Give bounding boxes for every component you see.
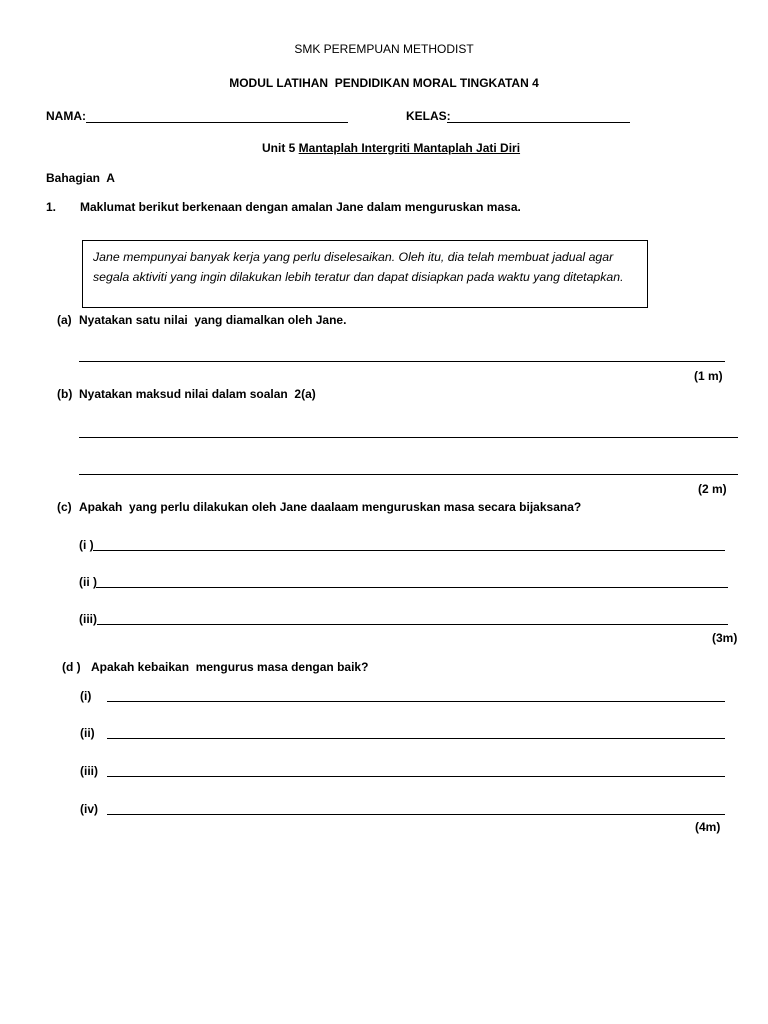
answer-line-d3[interactable] — [107, 776, 725, 777]
part-c-item-label: (i ) — [79, 538, 94, 552]
part-c-item-label: (iii) — [79, 612, 97, 626]
answer-line-c3[interactable] — [97, 624, 728, 625]
passage-box — [82, 240, 648, 308]
answer-line-c1[interactable] — [93, 550, 725, 551]
answer-line-b2[interactable] — [79, 474, 738, 475]
part-d-item-label: (ii) — [80, 726, 95, 740]
name-field[interactable] — [86, 122, 348, 123]
part-d-marks: (4m) — [695, 820, 721, 834]
part-a-marks: (1 m) — [694, 369, 723, 383]
part-c-marks: (3m) — [712, 631, 738, 645]
part-c-label: (c) — [57, 500, 72, 514]
answer-line-b1[interactable] — [79, 437, 738, 438]
module-title: MODUL LATIHAN PENDIDIKAN MORAL TINGKATAN 4 — [229, 76, 539, 90]
part-c-item-label: (ii ) — [79, 575, 97, 589]
section-title: Bahagian A — [46, 171, 115, 185]
part-d-item-label: (iv) — [80, 802, 98, 816]
question-text: Maklumat berikut berkenaan dengan amalan Jane dalam menguruskan masa. — [80, 200, 521, 214]
answer-line-c2[interactable] — [96, 587, 728, 588]
question-number: 1. — [46, 200, 57, 214]
unit-number: Unit 5 — [262, 141, 299, 155]
answer-line-d1[interactable] — [107, 701, 725, 702]
part-a-label: (a) — [57, 313, 72, 327]
part-d-text: Apakah kebaikan mengurus masa dengan baik? — [91, 660, 369, 674]
school-name: SMK PEREMPUAN METHODIST — [294, 42, 474, 56]
unit-heading — [262, 142, 520, 154]
part-b-text: Nyatakan maksud nilai dalam soalan 2(a) — [79, 387, 316, 401]
part-a-text: Nyatakan satu nilai yang diamalkan oleh Jane. — [79, 313, 347, 327]
passage-text: Jane mempunyai banyak kerja yang perlu diselesaikan. Oleh itu, dia telah membuat jadual agar segala aktiviti yang ingin dilakukan lebih teratur dan dapat disiapkan pada waktu yang ditetapkan. — [93, 250, 624, 284]
answer-line-d4[interactable] — [107, 814, 725, 815]
answer-line-d2[interactable] — [107, 738, 725, 739]
part-d-item-label: (i) — [80, 689, 92, 703]
unit-title: Mantaplah Intergriti Mantaplah Jati Diri — [298, 141, 521, 155]
class-field[interactable] — [447, 122, 630, 123]
part-c-text: Apakah yang perlu dilakukan oleh Jane daalaam menguruskan masa secara bijaksana? — [79, 500, 582, 514]
name-label: NAMA: — [46, 109, 86, 123]
answer-line-a[interactable] — [79, 361, 725, 362]
part-b-label: (b) — [57, 387, 73, 401]
part-b-marks: (2 m) — [698, 482, 727, 496]
part-d-label: (d ) — [62, 660, 81, 674]
part-d-item-label: (iii) — [80, 764, 98, 778]
class-label: KELAS: — [406, 109, 451, 123]
